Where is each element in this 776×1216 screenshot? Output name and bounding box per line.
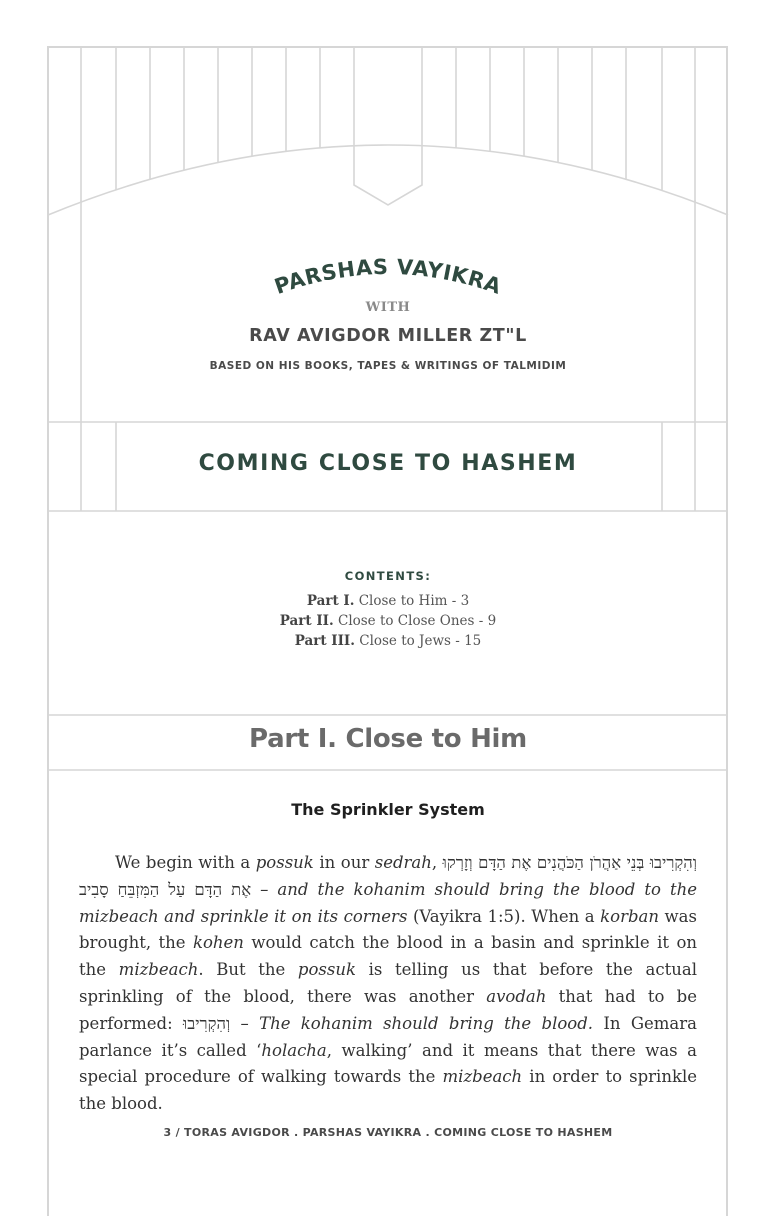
contents-label: CONTENTS: (344, 569, 432, 583)
hebrew-word: וְהִקְרִיבוּ (183, 1013, 231, 1033)
rav-name: RAV AVIGDOR MILLER ZT"L (249, 326, 527, 346)
contents-part-title: Close to Close Ones - 9 (337, 613, 497, 629)
based-on-subtitle: BASED ON HIS BOOKS, TAPES & WRITINGS OF TALMIDIM (209, 360, 567, 372)
section-title: COMING CLOSE TO HASHEM (198, 451, 578, 476)
page-footer: 3 / TORAS AVIGDOR . PARSHAS VAYIKRA . COMING CLOSE TO HASHEM (163, 1126, 613, 1139)
contents-item[interactable] (0, 591, 776, 611)
hebrew-verse: וְהִקְרִיבוּ בְּנֵי אַהֲרֹן הַכֹּהֲנִים אֶת הַדָּם וְזָרְקוּ אֶת הַדָּם עַל הַמִּזְבֵּחַ סָבִיב (79, 853, 697, 899)
sub-heading: The Sprinkler System (291, 800, 485, 819)
contents-part-title: Close to Jews - 15 (359, 633, 482, 649)
parsha-title: PARSHAS VAYIKRA (271, 254, 505, 299)
with-label: WITH (365, 300, 411, 315)
part-heading: Part I. Close to Him (249, 724, 527, 754)
contents-item[interactable] (0, 631, 776, 651)
contents-part-number: Part III. (294, 633, 355, 649)
contents-part-number: Part I. (306, 593, 355, 609)
contents-part-title: Close to Him - 3 (358, 593, 470, 609)
contents-part-number: Part II. (279, 613, 334, 629)
body-paragraph: We begin with a possuk in our sedrah, וְהִקְרִיבוּ בְּנֵי אַהֲרֹן הַכֹּהֲנִים אֶת הַדָּם וְזָרְקוּ אֶת הַדָּם עַל הַמִּזְבֵּחַ סָבִיב – and the kohanim should bring the blood to the mizbeach and sprinkle it on its corners (Vayikra 1:5). When a korban was brought, the kohen would catch the blood in a basin and sprinkle it on the mizbeach. But the possuk is telling us that before the actual sprinkling of the blood, there was another avodah that had to be performed: וְהִקְרִיבוּ – The kohanim should bring the blood. In Gemara parlance it’s called ‘holacha, walking’ and it means that there was a special procedure of walking towards the mizbeach in order to sprinkle the blood. (79, 853, 698, 1114)
contents-item[interactable] (0, 611, 776, 631)
contents-list (0, 591, 776, 651)
svg-text:PARSHAS VAYIKRA (271, 255, 504, 299)
